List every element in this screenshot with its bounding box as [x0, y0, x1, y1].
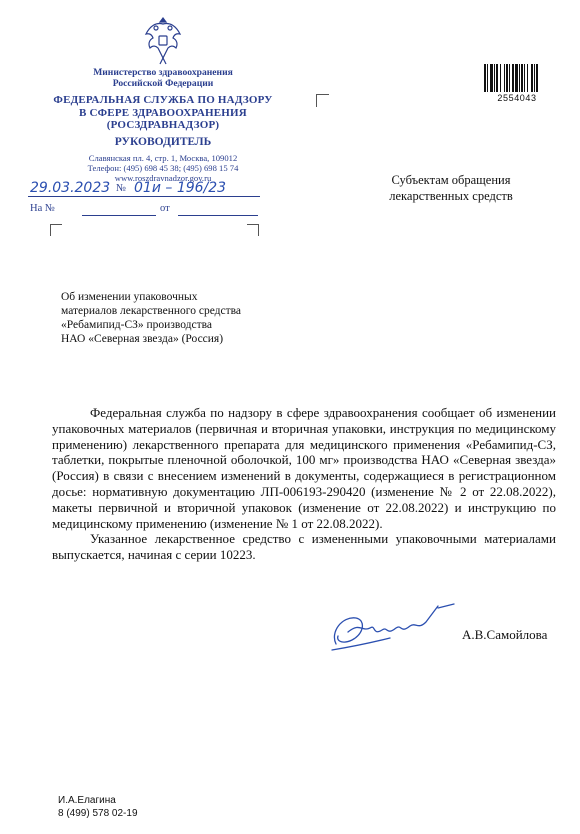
- ministry-name: Министерство здравоохранения Российской Федерации: [93, 67, 233, 89]
- date-number-line: [28, 196, 260, 197]
- coat-of-arms-icon: [142, 14, 184, 66]
- from-label: от: [160, 203, 170, 214]
- addressee: Субъектам обращения лекарственных средств: [389, 173, 513, 203]
- executor-name: И.А.Елагина: [58, 795, 116, 806]
- executor-info: [58, 794, 138, 820]
- bracket-right-top: [247, 224, 259, 236]
- letter-body: [52, 405, 556, 563]
- executor-phone: 8 (499) 578 02-19: [58, 808, 138, 819]
- handwritten-date: 29.03.2023: [30, 180, 111, 196]
- agency-name: ФЕДЕРАЛЬНАЯ СЛУЖБА ПО НАДЗОРУ В СФЕРЕ ЗДРАВООХРАНЕНИЯ (РОСЗДРАВНАДЗОР): [53, 94, 273, 131]
- handwritten-number: 01и – 196/23: [134, 180, 227, 196]
- reply-number-line: [82, 215, 156, 216]
- subject: Об изменении упаковочных материалов лекарственного средства «Ребамипид-СЗ» производства НАО «Северная звезда» (Россия): [61, 291, 242, 345]
- barcode-number: 2554043: [497, 93, 537, 103]
- reply-date-line: [178, 215, 258, 216]
- bracket-address-top: [316, 94, 329, 107]
- head-title: РУКОВОДИТЕЛЬ: [114, 136, 212, 148]
- reply-to-label: На №: [30, 203, 55, 214]
- body-paragraph: Указанное лекарственное средство с измененными упаковочными материалами выпускается, начиная с серии 10223.: [52, 531, 556, 563]
- signatory-name: А.В.Самойлова: [462, 627, 548, 642]
- barcode-icon: [484, 64, 550, 92]
- number-label: №: [116, 183, 127, 194]
- agency-address: Славянская пл. 4, стр. 1, Москва, 109012 Телефон: (495) 698 45 38; (495) 698 15 74 www.roszdravnadzor.gov.ru: [87, 153, 239, 183]
- body-paragraph: Федеральная служба по надзору в сфере здравоохранения сообщает об изменении упаковочных материалов (первичная и вторичная упаковки, инструкция по медицинскому применению) лекарственного препарата для медицинского применения «Ребамипид-СЗ, таблетки, покрытые пленочной оболочкой, 100 мг» производства НАО «Северная звезда» (Россия) в связи с внесением изменений в документы, содержащиеся в регистрационном досье: нормативную документацию ЛП-006193-290420 (изменение № 2 от 22.08.2022), макеты первичной и вторичной упаковок (изменение от 22.08.2022) и инструкцию по медицинскому применению (изменение № 1 от 22.08.2022).: [52, 405, 556, 531]
- bracket-left-top: [50, 224, 62, 236]
- signature-icon: [326, 592, 466, 662]
